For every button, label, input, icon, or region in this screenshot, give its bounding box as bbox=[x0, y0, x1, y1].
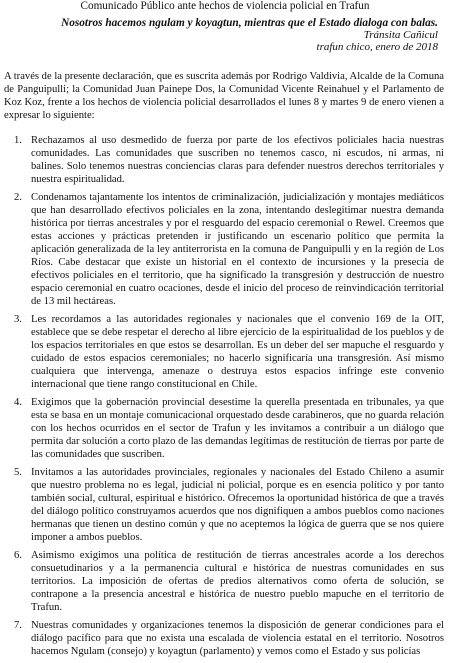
statement-list bbox=[0, 134, 450, 663]
list-item-text: Exigimos que la gobernación provincial desestime la querella presentada en tribunales, ya que esta se basa en un montaje comunicacional orquestado desde carabineros, que no guarda relación con los hechos ocurridos en el sector de Trafun y les invitamos a contribuir a un diálogo que permita dar solución a corto plazo de las demandas legítimas de restitución de tierras por parte de las comunidades que suscriben. bbox=[31, 397, 445, 460]
list-item-number: 5. bbox=[14, 467, 22, 478]
epigraph-place-date: trafun chico, enero de 2018 bbox=[316, 41, 438, 53]
epigraph bbox=[8, 17, 438, 53]
list-item bbox=[0, 191, 450, 308]
list-item-text: Les recordamos a las autoridades regionales y nacionales que el convenio 169 de la OIT, establece que se debe respetar el derecho al libre ejercicio de la espiritualidad de los pueblos y de los espacios territoriales en que estos se desarrollan. Es un deber del ser mapuche el resguardo y cuidado de estos espacios ceremoniales; no hacerlo significaría una transgresión. Así mismo cualquiera que intervenga, amenaze o destruya estos espacios infringe este convenio internacional que tiene rango constitucional en Chile. bbox=[31, 314, 444, 390]
list-item-text: Nuestras comunidades y organizaciones tenemos la disposición de generar condiciones para el diálogo pacífico para que no exista una escalada de violencia estatal en el territorio. Nosotros hacemos Ngulam (consejo) y koyagtun (parlamento) y vemos como el Estado y sus policías bbox=[31, 620, 444, 657]
list-item bbox=[0, 619, 450, 658]
list-item-text: Invitamos a las autoridades provinciales, regionales y nacionales del Estado Chileno a asumir que nuestro problema no es legal, judicial ni policial, porque es en esencia político y por tanto también social, cultural, espiritual e histórico. Ofrecemos la oportunidad histórica de que a través del diálogo político construyamos acuerdos que nos dignifiquen a ambos pueblos como naciones hermanas que tienen un destino común y que no aceptemos la lógica de guerra que se nos quiere imponer a ambos pueblos. bbox=[31, 467, 444, 543]
list-item bbox=[0, 313, 450, 391]
epigraph-author: Tránsita Cañicul bbox=[363, 29, 438, 41]
list-item-text: Condenamos tajantamente los intentos de criminalización, judicialización y montajes mediáticos que han desarrollado efectivos policiales en la zona, intentando deslegitimar nuestra demanda histórica por tierras ancestrales y por el resguardo del espacio ceremonial o Rewel. Creemos que estas acciones y prácticas pretenden ir justificando un escenario político que permita la aplicación generalizada de la ley antiterrorista en la comuna de Panguipulli y en la región de Los Ríos. Cabe destacar que existe un historial en el contexto de incursiones y la presecia de efectivos policiales en el territorio, que ha significado la transgresión y destrucción de nuestro espacio ceremonial en cuatro ocaciones, desde el inicio del proceso de reinvindicación territorial de 13 mil hectáreas. bbox=[31, 192, 444, 307]
list-item-number: 1. bbox=[14, 135, 22, 146]
intro-paragraph: A través de la presente declaración, que es suscrita además por Rodrigo Valdivia, Alcalde de la Comuna de Panguipulli; la Comunidad Juan Painepe Dos, la Comunidad Vicente Reinahuel y el Parlamento de Koz Koz, frente a los hechos de violencia policial desarrollados el lunes 8 y martes 9 de enero vienen a expresar lo siguiente: bbox=[4, 71, 444, 121]
list-item-text: Rechazamos al uso desmedido de fuerza por parte de los efectivos policiales hacia nuestras comunidades. Las comunidades que suscriben no tenemos casco, ni escudos, ni armas, ni balines. Solo tenemos nuestras conciencias claras para defender nuestros derechos territoriales y nuestra espiritualidad. bbox=[31, 135, 444, 185]
list-item bbox=[0, 549, 450, 614]
list-item-number: 6. bbox=[14, 550, 22, 561]
list-item-number: 3. bbox=[14, 314, 22, 325]
list-item-text: Asimismo exigimos una política de restitución de tierras ancestrales acorde a los derechos consuetudinarios y a la permanencia cultural e histórica de nuestras comunidades en sus territorios. La imposición de ofertas de predios alternativos como oferta de solución, se contrapone a la presencia ancestral e histórica de nuestro pueblo mapuche en el territorio de Trafun. bbox=[31, 550, 444, 613]
list-item-number: 7. bbox=[14, 620, 22, 631]
list-item bbox=[0, 134, 450, 186]
list-item-number: 2. bbox=[14, 192, 22, 203]
list-item-number: 4. bbox=[14, 397, 22, 408]
epigraph-quote: Nosotros hacemos ngulam y koyagtun, mientras que el Estado dialoga con balas. bbox=[61, 17, 438, 29]
document-title: Comunicado Público ante hechos de violencia policial en Trafun bbox=[80, 0, 370, 12]
list-item bbox=[0, 466, 450, 544]
list-item bbox=[0, 396, 450, 461]
